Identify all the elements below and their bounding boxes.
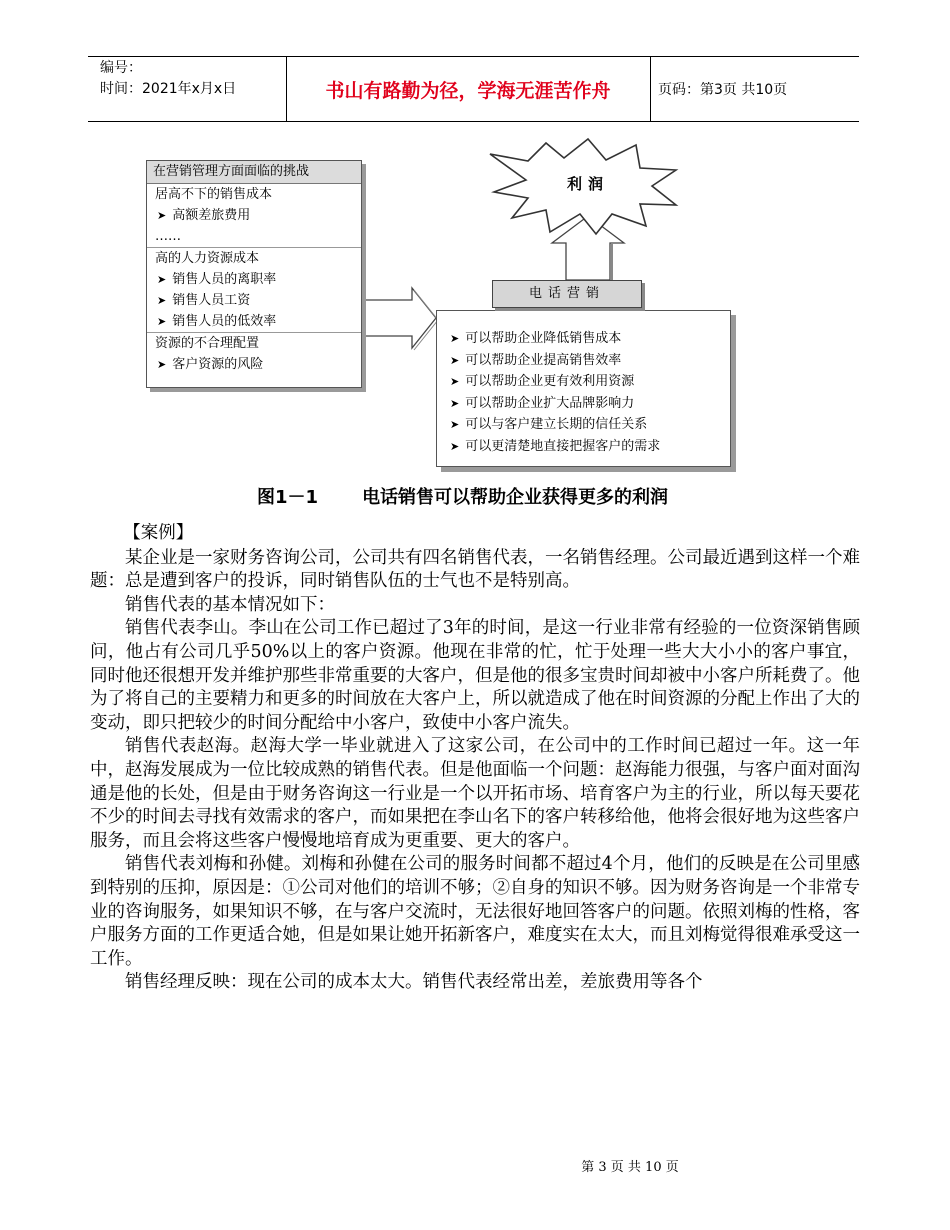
benefit-line: ➤ 可以与客户建立长期的信任关系 xyxy=(450,417,648,432)
challenge-line: ➤ 销售人员工资 xyxy=(157,293,251,308)
challenge-line: ➤ 销售人员的低效率 xyxy=(157,314,277,329)
challenge-line: 高的人力资源成本 xyxy=(147,247,361,269)
bullet-arrow-icon: ➤ xyxy=(157,315,167,328)
page-footer: 第 3 页 共 10 页 xyxy=(581,1160,679,1175)
header-page-info: 页码：第3页 共10页 xyxy=(658,82,788,98)
paragraph: 销售代表刘梅和孙健。刘梅和孙健在公司的服务时间都不超过4个月，他们的反映是在公司里感到特别的压抑，原因是：①公司对他们的培训不够；②自身的知识不够。因为财务咨询是一个非常专业的咨询服务，如果知识不够，在与客户交流时，无法很好地回答客户的问题。依照刘梅的性格，客户服务方面的工作更适合她，但是如果让她开拓新客户，难度实在太大，而且刘梅觉得很难承受这一工作。 xyxy=(90,854,860,969)
challenges-title: 在营销管理方面面临的挑战 xyxy=(147,161,361,184)
bullet-arrow-icon: ➤ xyxy=(450,396,460,410)
challenge-line: ➤ 销售人员的离职率 xyxy=(157,272,277,287)
bullet-arrow-icon: ➤ xyxy=(450,439,460,453)
benefit-line: ➤ 可以帮助企业更有效利用资源 xyxy=(450,374,635,389)
paragraph: 某企业是一家财务咨询公司，公司共有四名销售代表，一名销售经理。公司最近遇到这样一个难题：总是遭到客户的投诉，同时销售队伍的士气也不是特别高。 xyxy=(90,547,860,592)
paragraph: 销售代表赵海。赵海大学一毕业就进入了这家公司，在公司中的工作时间已超过一年。这一年中，赵海发展成为一位比较成熟的销售代表。但是他面临一个问题：赵海能力很强，与客户面对面沟通是他的长处，但是由于财务咨询这一行业是一个以开拓市场、培育客户为主的行业，所以每天要花不少的时间去寻找有效需求的客户，而如果把在李山名下的客户转移给他，他将会很好地为这些客户服务，而且会将这些客户慢慢地培育成为更重要、更大的客户。 xyxy=(90,736,860,851)
challenge-line: 资源的不合理配置 xyxy=(147,332,361,354)
bullet-arrow-icon: ➤ xyxy=(450,375,460,388)
bullet-arrow-icon: ➤ xyxy=(157,358,167,371)
header-motto: 书山有路勤为径，学海无涯苦作舟 xyxy=(325,80,611,102)
bullet-arrow-icon: ➤ xyxy=(157,273,167,286)
benefit-line: ➤ 可以帮助企业提高销售效率 xyxy=(450,352,622,368)
benefit-line: ➤ 可以帮助企业降低销售成本 xyxy=(450,331,622,346)
header-time: 时间：2021年x月x日 xyxy=(100,81,237,97)
case-heading: 【案例】 xyxy=(123,523,194,543)
challenge-line: …… xyxy=(155,229,181,244)
bullet-arrow-icon: ➤ xyxy=(157,209,167,222)
telemarketing-bar: 电话营销 xyxy=(492,280,642,308)
bullet-arrow-icon: ➤ xyxy=(450,353,460,367)
paragraph: 销售经理反映：现在公司的成本太大。销售代表经常出差，差旅费用等各个 xyxy=(125,972,703,993)
benefit-line: ➤ 可以更清楚地直接把握客户的需求 xyxy=(450,438,661,454)
profit-label: 利润 xyxy=(566,175,609,193)
bullet-arrow-icon: ➤ xyxy=(157,294,167,307)
paragraph: 销售代表的基本情况如下： xyxy=(125,594,335,615)
figure-number: 图1－1 xyxy=(257,487,319,508)
challenges-box xyxy=(146,160,362,388)
challenge-line: ➤ 客户资源的风险 xyxy=(157,357,264,372)
challenge-line: ➤ 高额差旅费用 xyxy=(157,208,251,223)
benefit-line: ➤ 可以帮助企业扩大品牌影响力 xyxy=(450,395,635,411)
figure-caption-text: 电话销售可以帮助企业获得更多的利润 xyxy=(362,487,669,508)
right-arrow-icon xyxy=(365,288,436,348)
bullet-arrow-icon: ➤ xyxy=(450,332,460,345)
challenge-line: 居高不下的销售成本 xyxy=(155,187,273,202)
benefits-box xyxy=(436,310,731,467)
figure-caption xyxy=(257,483,668,509)
bullet-arrow-icon: ➤ xyxy=(450,418,460,431)
header-number: 编号： xyxy=(100,60,142,76)
up-arrow-icon xyxy=(552,216,624,280)
paragraph: 销售代表李山。李山在公司工作已超过了3年的时间，是这一行业非常有经验的一位资深销售顾问，他占有公司几乎50%以上的客户资源。他现在非常的忙，忙于处理一些大大小小的客户事宜，同时他还很想开发并维护那些非常重要的大客户，但是他的很多宝贵时间却被中小客户所耗费了。他为了将自己的主要精力和更多的时间放在大客户上，所以就造成了他在时间资源的分配上作出了大的变动，即只把较少的时间分配给中小客户，致使中小客户流失。 xyxy=(90,618,860,733)
article-body xyxy=(90,522,860,995)
